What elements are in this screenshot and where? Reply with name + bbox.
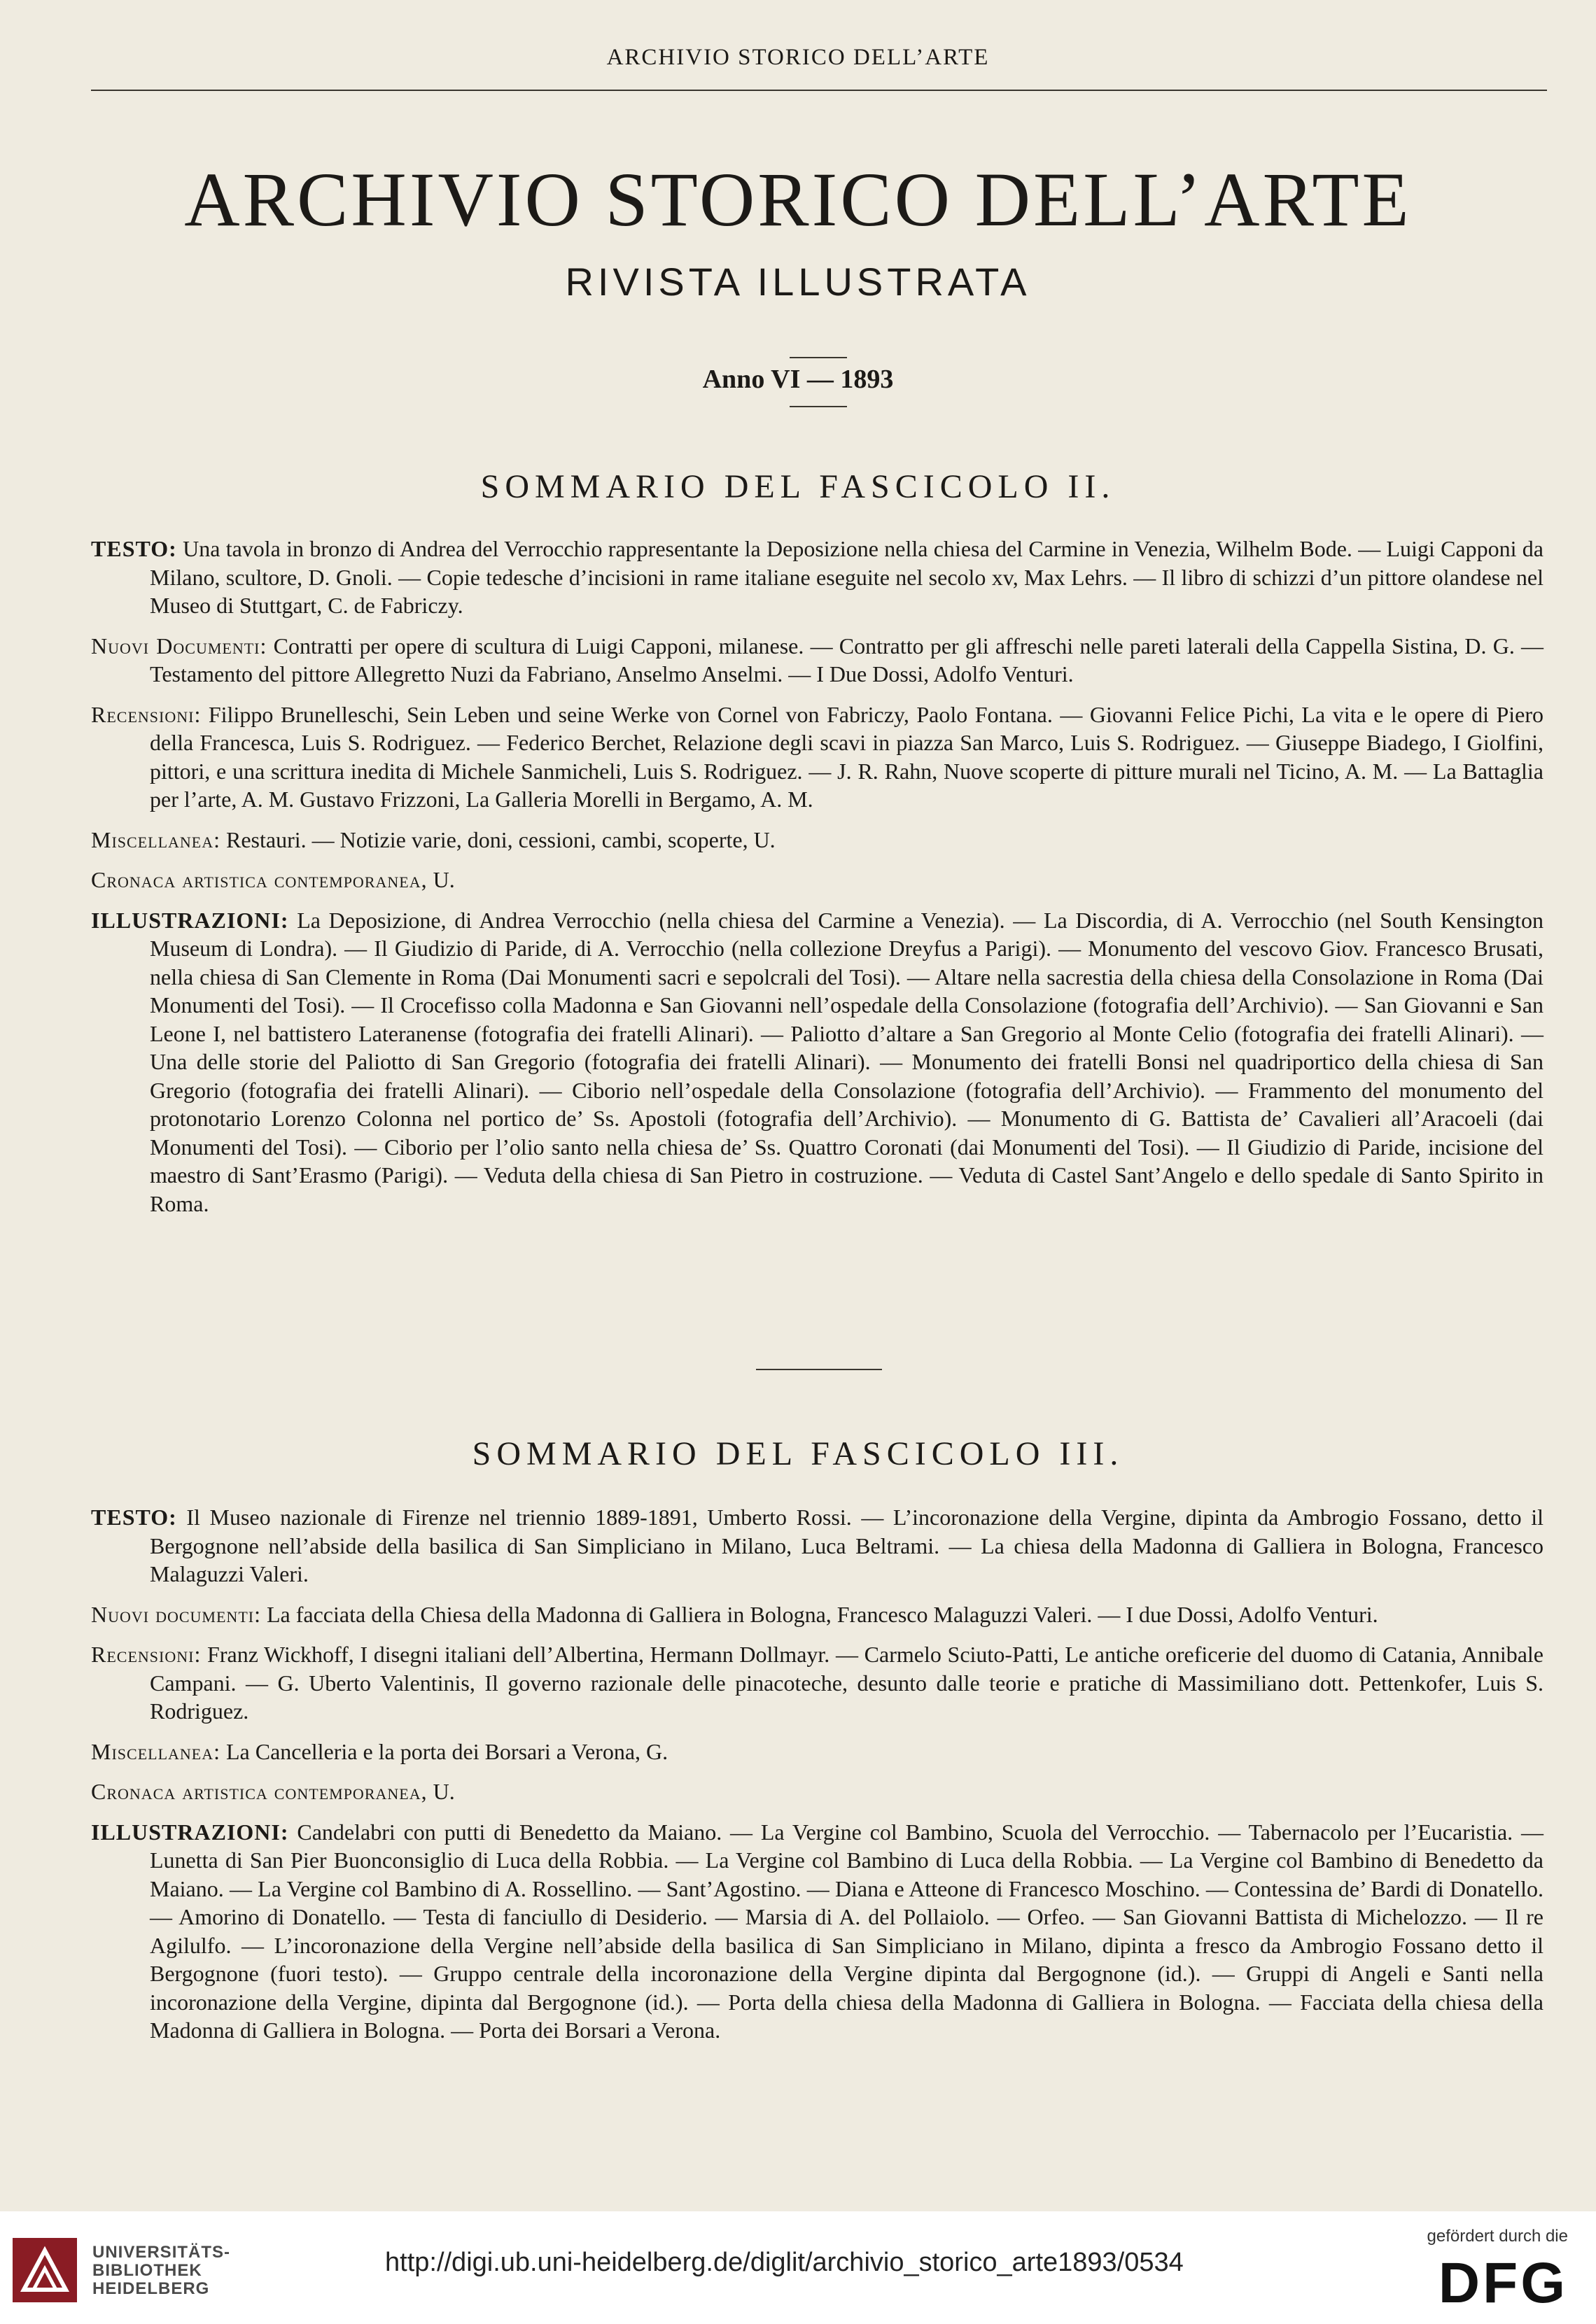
masthead-subtitle: RIVISTA ILLUSTRATA xyxy=(565,260,1031,304)
header-rule xyxy=(91,90,1547,91)
entry-label: Nuovi documenti: xyxy=(91,1601,261,1627)
entry-label: Recensioni: xyxy=(91,1642,202,1667)
entry-testo xyxy=(91,1503,1544,1589)
library-name-line: UNIVERSITÄTS- xyxy=(92,2243,231,2262)
entry-text: Contratti per opere di scultura di Luigi Capponi, milanese. — Contratto per gli affreschi nelle pareti laterali della Cappella Sistina, D. G. — Testamento del pittore Allegretto Nuzi da Fabriano, Anselmo Anselmi. — I Due Dossi, Adolfo Venturi. xyxy=(150,633,1544,686)
entry-text: La facciata della Chiesa della Madonna di Galliera in Bologna, Francesco Malaguzzi Valeri. — I due Dossi, Adolfo Venturi. xyxy=(266,1601,1378,1627)
entry-label: Miscellanea: xyxy=(91,826,220,852)
entry-cronaca xyxy=(91,1777,1544,1806)
entry-text: Il Museo nazionale di Firenze nel triennio 1889-1891, Umberto Rossi. — L’incoronazione della Vergine, dipinta da Ambrogio Fossano, detto il Bergognone nell’abside della basilica di San Simpliciano in Milano, Luca Beltrami. — La chiesa della Madonna di Galliera in Bologna, Francesco Malaguzzi Valeri. xyxy=(150,1505,1544,1586)
entry-label: ILLUSTRAZIONI: xyxy=(91,907,289,933)
entry-testo xyxy=(91,535,1544,620)
entry-text: La Deposizione, di Andrea Verrocchio (nella chiesa del Carmine a Venezia). — La Discordia, di A. Verrocchio (nel South Kensington Museum di Londra). — Il Giudizio di Paride, di A. Verrocchio (nella collezione Dreyfus a Parigi). — Monumento del vescovo Giov. Francesco Brusati, nella chiesa di San Clemente in Roma (Dai Monumenti sacri e sepolcrali del Tosi). — Altare nella sacrestia della chiesa della Consolazione in Roma (Dai Monumenti del Tosi). — Il Crocefisso colla Madonna e San Giovanni nell’ospedale della Consolazione (fotografia dell’Archivio). — San Giovanni e San Leone I, nel battistero Lateranense (fotografia dei fratelli Alinari). — Paliotto d’altare a San Gregorio al Monte Celio (fotografia dei fratelli Alinari). — Una delle storie del Paliotto di San Gregorio (fotografia dei fratelli Alinari). — Monumento dei fratelli Bonsi nel quadriportico della chiesa di San Gregorio (fotografia dei fratelli Alinari). — Ciborio nell’ospedale della Consolazione (fotografia dell’Archivio). — Frammento del monumento del protonotario Lorenzo Colonna nel portico de’ Ss. Apostoli (fotografia dell’Archivio). — Monumento di G. Battista de’ Cavalieri all’Aracoeli (dai Monumenti del Tosi). — Ciborio per l’olio santo nella chiesa de’ Ss. Quattro Coronati (dai Monumenti del Tosi). — Il Giudizio di Paride, incisione del maestro di Sant’Erasmo (Parigi). — Veduta della chiesa di San Pietro in costruzione. — Veduta di Castel Sant’Angelo e dello spedale di Santo Spirito in Roma. xyxy=(150,907,1544,1216)
contents-fascicolo-iii xyxy=(91,1503,1544,2057)
contents-fascicolo-ii xyxy=(91,535,1544,1230)
library-name-line: HEIDELBERG xyxy=(92,2279,210,2298)
section-title-fascicolo-iii: SOMMARIO DEL FASCICOLO III. xyxy=(472,1435,1124,1472)
dfg-caption: gefördert durch die xyxy=(1427,2227,1568,2246)
entry-label: Miscellanea: xyxy=(91,1738,220,1764)
entry-label: Nuovi Documenti: xyxy=(91,633,267,659)
entry-text: Franz Wickhoff, I disegni italiani dell’Albertina, Hermann Dollmayr. — Carmelo Sciuto-Patti, Le antiche oreficerie del duomo di Catania, Annibale Campani. — G. Uberto Valentinis, Il governo razionale delle pinacoteche, desunto dalle teorie e pratiche di Massimiliano dott. Pettenkofer, Luis S. Rodriguez. xyxy=(150,1642,1544,1724)
entry-label: Recensioni: xyxy=(91,701,202,727)
entry-cronaca xyxy=(91,866,1544,894)
entry-recensioni xyxy=(91,1640,1544,1726)
entry-text: U. xyxy=(433,1779,455,1804)
entry-label: Cronaca artistica contemporanea, xyxy=(91,867,428,892)
running-head: ARCHIVIO STORICO DELL’ARTE xyxy=(606,45,990,70)
entry-nuovi-documenti xyxy=(91,632,1544,689)
entry-miscellanea xyxy=(91,1738,1544,1766)
entry-label: TESTO: xyxy=(91,1505,177,1530)
year-rule-top xyxy=(790,357,847,358)
entry-nuovi-documenti xyxy=(91,1600,1544,1629)
entry-text: Candelabri con putti di Benedetto da Maiano. — La Vergine col Bambino, Scuola del Verrocchio. — Tabernacolo per l’Eucaristia. — Lunetta di San Pier Buonconsiglio di Luca della Robbia. — La Vergine col Bambino di Luca della Robbia. — La Vergine col Bambino di Benedetto da Maiano. — La Vergine col Bambino di A. Rossellino. — Sant’Agostino. — Diana e Atteone di Francesco Moschino. — Contessina de’ Bardi di Donatello. — Amorino di Donatello. — Testa di fanciullo di Desiderio. — Marsia di A. del Pollaiolo. — Orfeo. — San Giovanni Battista di Michelozzo. — Il re Agilulfo. — L’incoronazione della Vergine nell’abside della basilica di San Simpliciano in Milano, dipinta a fresco da Ambrogio Fossano detto il Bergognone (fuori testo). — Gruppo centrale della incoronazione della Vergine dipinta dal Bergognone (id.). — Gruppi di Angeli e Santi nella incoronazione della Vergine, dipinta dal Bergognone (id.). — Porta della chiesa della Madonna di Galliera in Bologna. — Facciata della chiesa della Madonna di Galliera in Bologna. — Porta dei Borsari a Verona. xyxy=(150,1819,1544,2043)
entry-illustrazioni xyxy=(91,1818,1544,2045)
entry-label: ILLUSTRAZIONI: xyxy=(91,1819,289,1845)
library-name-line: BIBLIOTHEK xyxy=(92,2261,202,2280)
university-seal-icon xyxy=(10,2235,80,2305)
entry-illustrazioni xyxy=(91,906,1544,1218)
year-rule-bottom xyxy=(790,406,847,407)
entry-text: Restauri. — Notizie varie, doni, cessioni, cambi, scoperte, U. xyxy=(226,826,776,852)
entry-recensioni xyxy=(91,700,1544,814)
entry-text: Una tavola in bronzo di Andrea del Verrocchio rappresentante la Deposizione nella chiesa del Carmine in Venezia, Wilhelm Bode. — Luigi Capponi da Milano, scultore, D. Gnoli. — Copie tedesche d’incisioni in rame italiane eseguite nel secolo xv, Max Lehrs. — Il libro di schizzi d’un pittore olandese nel Museo di Stuttgart, C. de Fabriczy. xyxy=(150,536,1544,618)
entry-text: Filippo Brunelleschi, Sein Leben und seine Werke von Cornel von Fabriczy, Paolo Fontana. — Giovanni Felice Pichi, La vita e le opere di Piero della Francesca, Luis S. Rodriguez. — Federico Berchet, Relazione degli scavi in piazza San Marco, Luis S. Rodriguez. — Giuseppe Biadego, I Giolfini, pittori, e una scrittura inedita di Michele Sanmicheli, Luis S. Rodriguez. — J. R. Rahn, Nuove scoperte di pitture murali nel Ticino, A. M. — La Battaglia per l’arte, A. M. Gustavo Frizzoni, La Galleria Morelli in Bergamo, A. M. xyxy=(150,701,1544,812)
year-line: Anno VI — 1893 xyxy=(702,365,894,394)
entry-text: La Cancelleria e la porta dei Borsari a Verona, G. xyxy=(226,1738,668,1764)
entry-label: Cronaca artistica contemporanea, xyxy=(91,1779,428,1804)
masthead-title: ARCHIVIO STORICO DELL’ARTE xyxy=(184,157,1412,242)
digitization-footer xyxy=(0,2211,1596,2324)
library-name xyxy=(92,2244,230,2298)
dfg-logo: DFG xyxy=(1438,2251,1568,2315)
entry-text: U. xyxy=(433,867,455,892)
section-title-fascicolo-ii: SOMMARIO DEL FASCICOLO II. xyxy=(480,468,1116,505)
entry-label: TESTO: xyxy=(91,536,177,561)
entry-miscellanea xyxy=(91,826,1544,854)
source-url-link[interactable]: http://digi.ub.uni-heidelberg.de/diglit/archivio_storico_arte1893/0534 xyxy=(385,2248,1184,2277)
section-divider xyxy=(756,1369,882,1370)
